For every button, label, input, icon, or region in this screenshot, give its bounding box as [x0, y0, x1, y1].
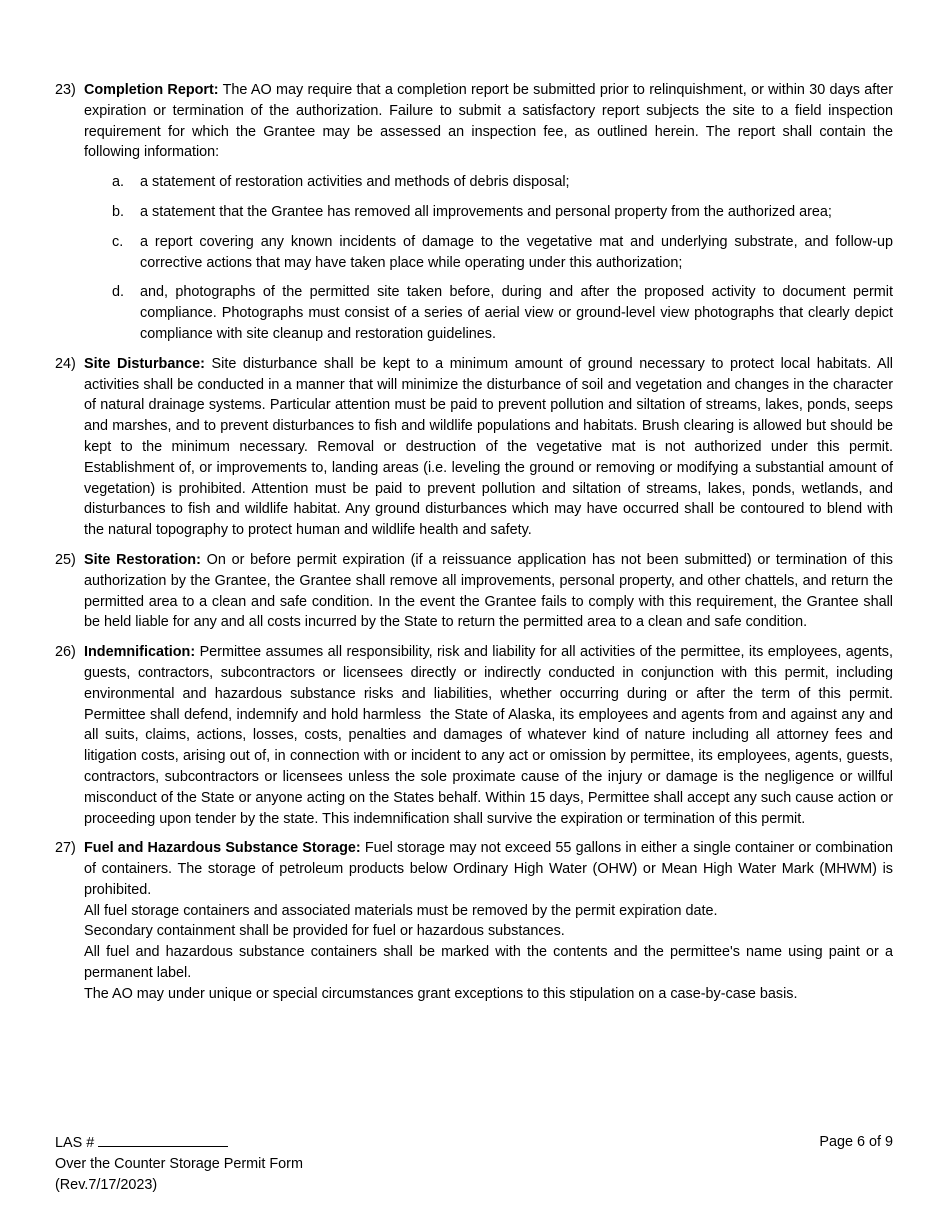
- item-text: Permittee assumes all responsibility, risk and liability for all activities of the permittee, its employees, agents, guests, contractors, subcontractors or licensees directly or indirectly conducted in conjunction with this permit, including environmental and hazardous substance risks and liabilities, whether occurring during or after the term of this permit. Permittee shall defend, indemnify and hold harmless the State of Alaska, its employees and agents from and against any and all suits, claims, actions, losses, costs, penalties and damages of whatever kind of nature including all attorney fees and litigation costs, arising out of, in connection with or incident to any act or omission by permittee, its employees, agents, guests, contractors, subcontractors or licensees unless the sole proximate cause of the injury or damage is the negligence or willful misconduct of the State or anyone acting on the States behalf. Within 15 days, Permittee shall accept any such cause action or proceeding upon tender by the state. This indemnification shall survive the expiration or termination of this permit.: [84, 644, 901, 827]
- list-item: [84, 202, 893, 223]
- list-text: a statement that the Grantee has removed all improvements and personal property from the authorized area;: [140, 203, 832, 220]
- page-footer: [55, 1132, 893, 1195]
- item-number: 24): [55, 355, 76, 372]
- list-letter: d.: [112, 284, 125, 301]
- item-text: On or before permit expiration (if a reissuance application has not been submitted) or termination of this authorization by the Grantee, the Grantee shall remove all improvements, personal property, and other chattels, and return the permitted area to a clean and safe condition. In the event the Grantee fails to comply with this requirement, the Grantee shall be held liable for any and all costs incurred by the State to return the permitted area to a clean and safe condition.: [84, 551, 893, 631]
- item-number: 27): [55, 840, 76, 857]
- item-title: Fuel and Hazardous Substance Storage:: [84, 840, 361, 857]
- list-text: a statement of restoration activities and methods of debris disposal;: [140, 174, 570, 191]
- revision-date: (Rev.7/17/2023): [55, 1176, 158, 1193]
- item-title: Completion Report:: [84, 82, 219, 98]
- fuel-paragraph: Secondary containment shall be provided for fuel or hazardous substances.: [84, 923, 565, 940]
- item-title: Site Disturbance:: [84, 355, 205, 372]
- list-text: a report covering any known incidents of damage to the vegetative mat and underlying substrate, and follow-up corrective actions that may have taken place while operating under this authorization;: [140, 233, 893, 271]
- item-text: Fuel storage may not exceed 55 gallons in either a single container or combination of containers. The storage of petroleum products below Ordinary High Water (OHW) or Mean High Water Mark (MHWM) is prohibited.: [84, 840, 893, 898]
- item-title: Indemnification:: [84, 644, 196, 661]
- item-text: The AO may require that a completion report be submitted prior to relinquishment, or within 30 days after expiration or termination of the authorization. Failure to submit a satisfactory report subjects the site to a field inspection requirement for which the Grantee may be assessed an inspection fee, as outlined herein. The report shall contain the following information:: [84, 82, 893, 161]
- list-letter: a.: [112, 174, 125, 191]
- list-item: [84, 282, 893, 344]
- page-number: Page 6 of 9: [819, 1134, 893, 1150]
- item-number: 23): [55, 82, 76, 98]
- stipulation-23: [55, 80, 893, 345]
- list-item: [84, 172, 893, 193]
- stipulation-26: [55, 642, 901, 829]
- item-number: 25): [55, 551, 76, 568]
- item-number: 26): [55, 644, 76, 661]
- stipulations-body: [55, 80, 901, 1014]
- form-name: Over the Counter Storage Permit Form: [55, 1155, 303, 1172]
- las-number-field[interactable]: [98, 1132, 228, 1147]
- list-letter: b.: [112, 203, 125, 220]
- item-text: Site disturbance shall be kept to a minimum amount of ground necessary to protect local habitats. All activities shall be conducted in a manner that will minimize the disturbance of soil and vegetation and changes in the character of natural drainage systems. Particular attention must be paid to prevent pollution and siltation of streams, lakes, ponds, seeps and marshes, and to prevent disturbances to fish and wildlife populations and habitats. Brush clearing is allowed but should be kept to the minimum necessary. Removal or destruction of the vegetative mat is not authorized under this permit. Establishment of, or improvements to, landing areas (i.e. leveling the ground or removing or modifying a substantial amount of vegetation) is prohibited. Attention must be paid to prevent pollution and siltation of streams, lakes, ponds, wetlands, and disturbances to fish and wildlife habitat. Any ground disturbances which may have occurred shall be contoured to blend with the natural topography to protect human and wildlife health and safety.: [84, 355, 893, 539]
- item-title: Site Restoration:: [84, 551, 201, 568]
- list-text: and, photographs of the permitted site taken before, during and after the proposed activity to document permit compliance. Photographs must consist of a series of aerial view or ground-level view photographs that clearly depict compliance with site cleanup and restoration guidelines.: [140, 284, 893, 342]
- fuel-paragraph: The AO may under unique or special circumstances grant exceptions to this stipulation on a case-by-case basis.: [84, 985, 798, 1002]
- stipulation-25: [55, 550, 893, 633]
- list-item: [84, 232, 893, 274]
- completion-report-list: [84, 172, 893, 345]
- list-letter: c.: [112, 233, 124, 250]
- las-label: LAS #: [55, 1135, 95, 1151]
- fuel-paragraph: All fuel storage containers and associated materials must be removed by the permit expiration date.: [84, 902, 718, 919]
- fuel-paragraph: All fuel and hazardous substance containers shall be marked with the contents and the permittee's name using paint or a permanent label.: [84, 944, 893, 982]
- stipulation-27: [55, 838, 893, 1004]
- las-number-line: [55, 1132, 893, 1154]
- stipulation-24: [55, 354, 893, 541]
